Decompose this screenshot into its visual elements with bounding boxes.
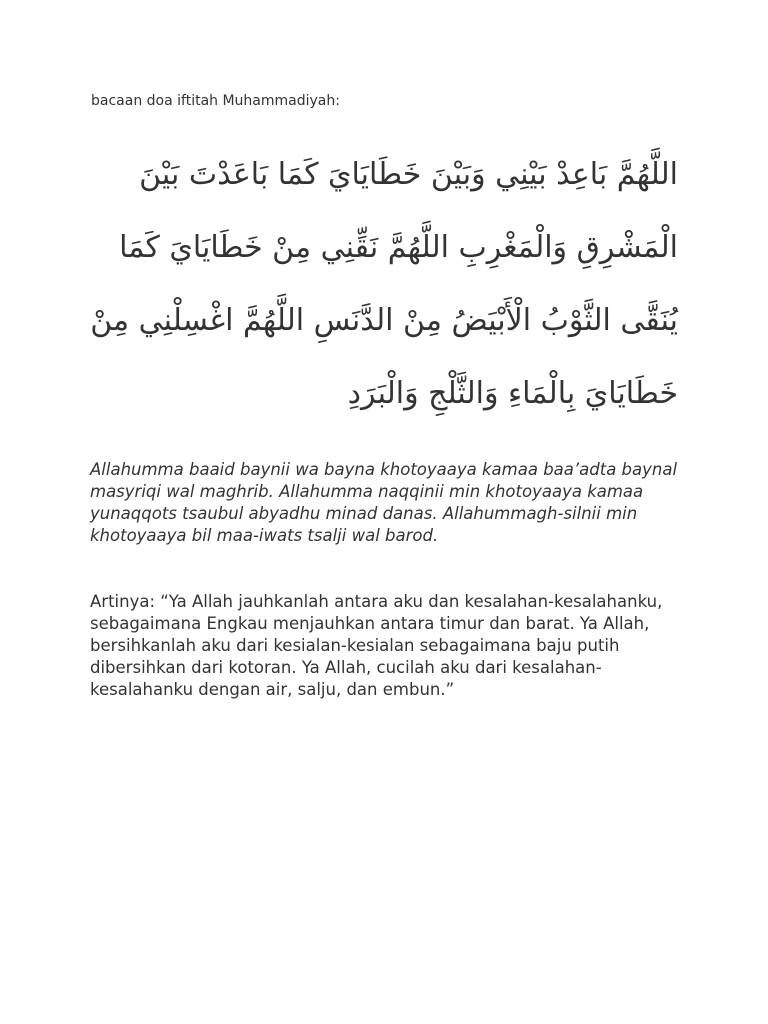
translation-paragraph: Artinya: “Ya Allah jauhkanlah antara aku dan kesalahan-kesalahanku, sebagaimana Engkau menjauhkan antara timur dan barat. Ya Allah, bersihkanlah aku dari kesialan-kesialan sebagaimana baju putih dibersihkan dari kotoran. Ya Allah, cucilah aku dari kesalahan-kesalahanku dengan air, salju, dan embun.”: [90, 592, 663, 699]
arabic-line: يُنَقَّى الثَّوْبُ الْأَبْيَضُ مِنْ الدَّنَسِ اللَّهُمَّ اغْسِلْنِي مِنْ: [90, 303, 678, 338]
arabic-line: اللَّهُمَّ بَاعِدْ بَيْنِي وَبَيْنَ خَطَايَايَ كَمَا بَاعَدْتَ بَيْنَ: [139, 157, 678, 192]
intro-text: bacaan doa iftitah Muhammadiyah:: [91, 93, 340, 109]
transliteration-paragraph: Allahumma baaid baynii wa bayna khotoyaaya kamaa baa’adta baynal masyriqi wal maghrib. Allahumma naqqinii min khotoyaaya kamaa yunaqqots tsaubul abyadhu minad danas. Allahummagh-silnii min khotoyaaya bil maa-iwats tsalji wal barod.: [90, 460, 678, 545]
arabic-prayer-text: [88, 138, 678, 430]
arabic-line: الْمَشْرِقِ وَالْمَغْرِبِ اللَّهُمَّ نَقِّنِي مِنْ خَطَايَايَ كَمَا: [119, 230, 678, 265]
arabic-line: خَطَايَايَ بِالْمَاءِ وَالثَّلْجِ وَالْبَرَدِ: [347, 376, 678, 411]
